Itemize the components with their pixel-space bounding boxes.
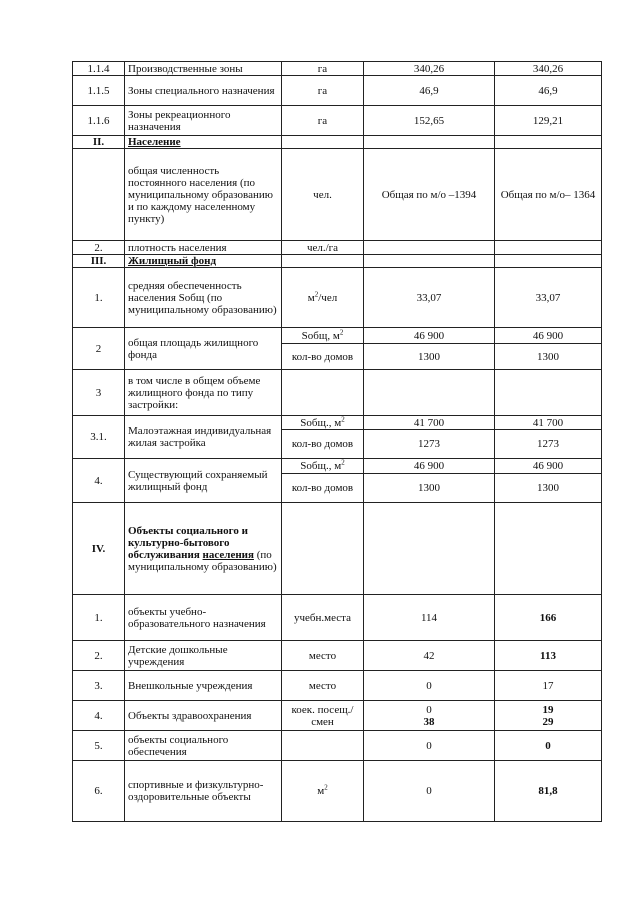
table-cell: 1273 bbox=[495, 430, 602, 459]
table-cell: 2 bbox=[73, 328, 125, 370]
table-cell: 4. bbox=[73, 459, 125, 503]
table-row bbox=[73, 503, 602, 595]
table-cell: 46 900 bbox=[495, 328, 602, 344]
table-cell: Население bbox=[125, 136, 282, 149]
table-cell: га bbox=[282, 76, 364, 106]
table-cell: кол-во домов bbox=[282, 344, 364, 370]
table-row bbox=[73, 701, 602, 731]
table-row bbox=[73, 641, 602, 671]
table-cell: 1273 bbox=[364, 430, 495, 459]
table-cell: коек. посещ./смен bbox=[282, 701, 364, 731]
table-cell: кол-во домов bbox=[282, 474, 364, 503]
table-cell: 5. bbox=[73, 731, 125, 761]
table-cell: га bbox=[282, 106, 364, 136]
table-cell: 33,07 bbox=[364, 268, 495, 328]
table-cell: общая численность постоянного населения (по муниципальному образованию и по каждому населенному пункту) bbox=[125, 149, 282, 241]
table-cell: средняя обеспеченность населения Sобщ (по муниципальному образованию) bbox=[125, 268, 282, 328]
table-cell: 17 bbox=[495, 671, 602, 701]
table-cell: 1300 bbox=[364, 344, 495, 370]
table-row bbox=[73, 255, 602, 268]
table-row bbox=[73, 106, 602, 136]
table-cell: место bbox=[282, 641, 364, 671]
table-cell: 166 bbox=[495, 595, 602, 641]
table-cell: 2. bbox=[73, 241, 125, 255]
table-cell: 3 bbox=[73, 370, 125, 416]
table-cell: 129,21 bbox=[495, 106, 602, 136]
table-row bbox=[73, 761, 602, 822]
table-cell bbox=[282, 255, 364, 268]
table-row bbox=[73, 136, 602, 149]
table-cell: Жилищный фонд bbox=[125, 255, 282, 268]
table-cell: 41 700 bbox=[364, 416, 495, 430]
table-cell: 0 bbox=[495, 731, 602, 761]
table-cell: объекты социального обеспечения bbox=[125, 731, 282, 761]
table-row bbox=[73, 671, 602, 701]
table-cell: 1. bbox=[73, 595, 125, 641]
table-cell: IV. bbox=[73, 503, 125, 595]
table-cell: 1300 bbox=[364, 474, 495, 503]
table-cell: 33,07 bbox=[495, 268, 602, 328]
table-cell: 3.1. bbox=[73, 416, 125, 459]
table-cell: 1.1.5 bbox=[73, 76, 125, 106]
table-cell: чел./га bbox=[282, 241, 364, 255]
table-cell: 19 29 bbox=[495, 701, 602, 731]
table-cell: 46 900 bbox=[364, 459, 495, 474]
table-cell: 1.1.4 bbox=[73, 62, 125, 76]
table-cell: 81,8 bbox=[495, 761, 602, 822]
table-cell bbox=[364, 255, 495, 268]
table-row bbox=[73, 62, 602, 76]
table-cell: Детские дошкольные учреждения bbox=[125, 641, 282, 671]
table-cell: 6. bbox=[73, 761, 125, 822]
table-cell: кол-во домов bbox=[282, 430, 364, 459]
table-cell: Общая по м/о– 1364 bbox=[495, 149, 602, 241]
table-cell bbox=[282, 136, 364, 149]
indicators-table bbox=[72, 61, 602, 822]
table-cell: учебн.места bbox=[282, 595, 364, 641]
table-cell: 42 bbox=[364, 641, 495, 671]
table-cell bbox=[495, 241, 602, 255]
table-cell: Зоны специального назначения bbox=[125, 76, 282, 106]
table-cell: II. bbox=[73, 136, 125, 149]
table-cell: Общая по м/о –1394 bbox=[364, 149, 495, 241]
table-cell: 0 bbox=[364, 761, 495, 822]
table-cell bbox=[495, 255, 602, 268]
table-cell: 1300 bbox=[495, 344, 602, 370]
table-row bbox=[73, 149, 602, 241]
table-cell bbox=[364, 136, 495, 149]
table-cell: Объекты социального и культурно-бытового обслуживания населения (по муниципальному образованию) bbox=[125, 503, 282, 595]
table-cell: III. bbox=[73, 255, 125, 268]
table-cell bbox=[495, 503, 602, 595]
table-cell: 340,26 bbox=[495, 62, 602, 76]
table-cell: 41 700 bbox=[495, 416, 602, 430]
table-cell: общая площадь жилищного фонда bbox=[125, 328, 282, 370]
table-row bbox=[73, 731, 602, 761]
table-cell: 3. bbox=[73, 671, 125, 701]
table-cell: 1. bbox=[73, 268, 125, 328]
table-cell: га bbox=[282, 62, 364, 76]
table-cell: 1300 bbox=[495, 474, 602, 503]
table-cell: Sобщ., $м^2$ bbox=[282, 459, 364, 474]
table-cell bbox=[495, 370, 602, 416]
table-cell: 152,65 bbox=[364, 106, 495, 136]
table-cell: место bbox=[282, 671, 364, 701]
table-cell: 46 900 bbox=[495, 459, 602, 474]
table-cell bbox=[282, 503, 364, 595]
table-cell bbox=[364, 241, 495, 255]
table-cell: 1.1.6 bbox=[73, 106, 125, 136]
table-cell: Sобщ., $м^2$ bbox=[282, 416, 364, 430]
table-cell: Sобщ, $м^2$ bbox=[282, 328, 364, 344]
table-cell: $м^2$ bbox=[282, 761, 364, 822]
table-cell: 46,9 bbox=[495, 76, 602, 106]
table-cell: 4. bbox=[73, 701, 125, 731]
table-cell: спортивные и физкультурно-оздоровительные объекты bbox=[125, 761, 282, 822]
table-cell bbox=[73, 149, 125, 241]
table-cell bbox=[364, 370, 495, 416]
table-cell bbox=[282, 731, 364, 761]
table-cell: 340,26 bbox=[364, 62, 495, 76]
table-row bbox=[73, 416, 602, 430]
table-row bbox=[73, 459, 602, 474]
table-row bbox=[73, 76, 602, 106]
table-cell bbox=[495, 136, 602, 149]
table-cell: 46,9 bbox=[364, 76, 495, 106]
table-cell: 113 bbox=[495, 641, 602, 671]
table-cell: 0 bbox=[364, 731, 495, 761]
table-cell: $м^2$/чел bbox=[282, 268, 364, 328]
table-cell: плотность населения bbox=[125, 241, 282, 255]
table-cell: чел. bbox=[282, 149, 364, 241]
table-cell: Существующий сохраняемый жилищный фонд bbox=[125, 459, 282, 503]
table-cell: Производственные зоны bbox=[125, 62, 282, 76]
table-cell: 46 900 bbox=[364, 328, 495, 344]
table-cell: объекты учебно-образовательного назначения bbox=[125, 595, 282, 641]
table-cell: 0 38 bbox=[364, 701, 495, 731]
table-row bbox=[73, 370, 602, 416]
table-cell: 114 bbox=[364, 595, 495, 641]
table-cell bbox=[364, 503, 495, 595]
table-row bbox=[73, 595, 602, 641]
table-cell bbox=[282, 370, 364, 416]
table-body bbox=[73, 62, 602, 822]
table-row bbox=[73, 328, 602, 344]
table-cell: 0 bbox=[364, 671, 495, 701]
table-cell: Объекты здравоохранения bbox=[125, 701, 282, 731]
table-cell: в том числе в общем объеме жилищного фонда по типу застройки: bbox=[125, 370, 282, 416]
table-row bbox=[73, 268, 602, 328]
table-cell: Малоэтажная индивидуальная жилая застройка bbox=[125, 416, 282, 459]
table-cell: 2. bbox=[73, 641, 125, 671]
table-row bbox=[73, 241, 602, 255]
table-cell: Зоны рекреационного назначения bbox=[125, 106, 282, 136]
table-cell: Внешкольные учреждения bbox=[125, 671, 282, 701]
